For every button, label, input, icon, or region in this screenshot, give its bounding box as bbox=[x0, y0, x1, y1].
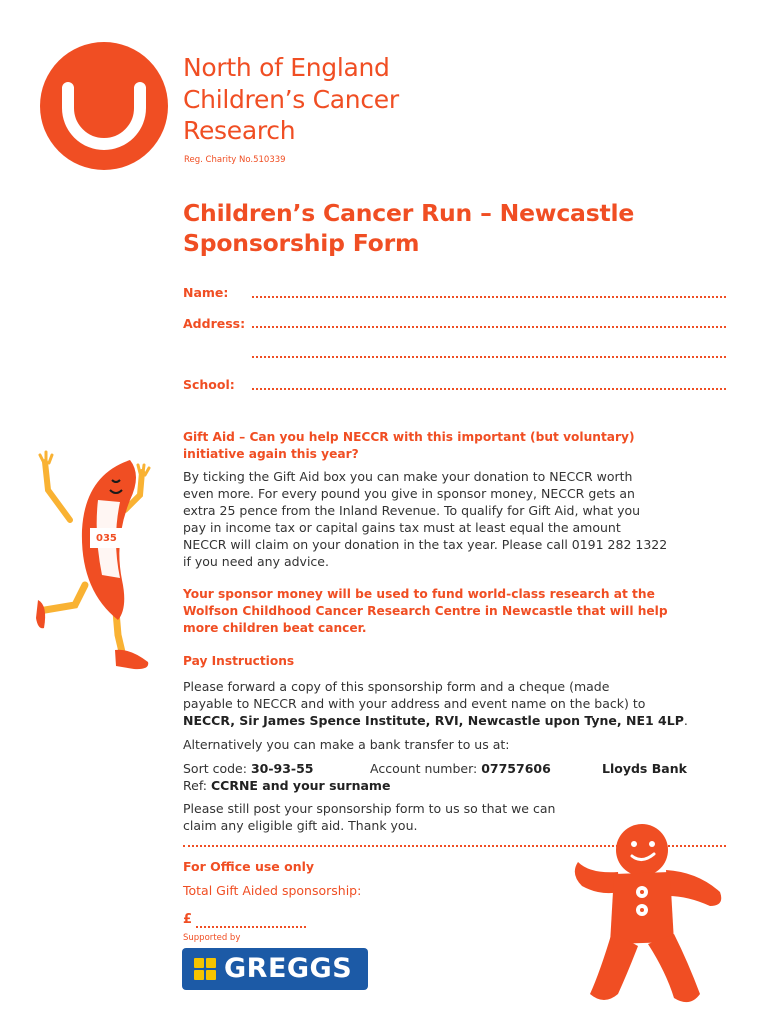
total-amount-field[interactable] bbox=[196, 926, 306, 928]
org-name bbox=[183, 52, 399, 147]
school-field[interactable] bbox=[252, 388, 726, 390]
gift-aid-section bbox=[183, 429, 728, 570]
pay-alternative: Alternatively you can make a bank transfer to us at: bbox=[183, 737, 510, 752]
org-name-line: Research bbox=[183, 116, 296, 145]
name-field[interactable] bbox=[252, 296, 726, 298]
post-note-line: Please still post your sponsorship form to us so that we can bbox=[183, 801, 556, 816]
fund-note-line: more children beat cancer. bbox=[183, 621, 367, 635]
name-label: Name: bbox=[183, 285, 229, 300]
gift-aid-body-line: pay in income tax or capital gains tax must at least equal the amount bbox=[183, 520, 621, 535]
pay-line: payable to NECCR and with your address and event name on the back) to bbox=[183, 696, 646, 711]
gift-aid-body bbox=[183, 468, 728, 570]
fund-note-line: Wolfson Childhood Cancer Research Centre in Newcastle that will help bbox=[183, 604, 668, 618]
form-title-line: Sponsorship Form bbox=[183, 229, 420, 257]
bank-name: Lloyds Bank bbox=[602, 761, 687, 776]
fund-note bbox=[183, 586, 728, 637]
account-number bbox=[370, 760, 551, 777]
post-note-line: claim any eligible gift aid. Thank you. bbox=[183, 818, 418, 833]
reference-label: Ref: bbox=[183, 778, 211, 793]
sort-code bbox=[183, 760, 314, 777]
runner-mascot-icon bbox=[30, 440, 155, 675]
reference bbox=[183, 777, 390, 794]
charity-number: Reg. Charity No.510339 bbox=[184, 155, 286, 165]
supported-by-label: Supported by bbox=[183, 933, 241, 943]
gift-aid-body-line: NECCR will claim on your donation in the tax year. Please call 0191 282 1322 bbox=[183, 537, 668, 552]
total-gift-aided-label: Total Gift Aided sponsorship: bbox=[183, 883, 362, 898]
pay-address: NECCR, Sir James Spence Institute, RVI, Newcastle upon Tyne, NE1 4LP bbox=[183, 713, 684, 728]
pay-line: Please forward a copy of this sponsorship form and a cheque (made bbox=[183, 679, 610, 694]
org-name-line: North of England bbox=[183, 53, 390, 82]
pay-heading: Pay Instructions bbox=[183, 654, 295, 668]
address-field-line-1[interactable] bbox=[252, 326, 726, 328]
form-title-line: Children’s Cancer Run – Newcastle bbox=[183, 199, 635, 227]
gift-aid-body-line: even more. For every pound you give in sponsor money, NECCR gets an bbox=[183, 486, 635, 501]
gift-aid-body-line: if you need any advice. bbox=[183, 554, 329, 569]
post-note bbox=[183, 800, 603, 834]
runner-bib-number: 035 bbox=[96, 533, 117, 544]
greggs-logo-text: GREGGS bbox=[224, 953, 353, 984]
gift-aid-body-line: extra 25 pence from the Inland Revenue. To qualify for Gift Aid, what you bbox=[183, 503, 641, 518]
office-heading: For Office use only bbox=[183, 859, 315, 874]
school-label: School: bbox=[183, 377, 235, 392]
sort-code-label: Sort code: bbox=[183, 761, 251, 776]
address-field-line-2[interactable] bbox=[252, 356, 726, 358]
pay-address-end: . bbox=[683, 713, 688, 728]
gift-aid-body-line: By ticking the Gift Aid box you can make your donation to NECCR worth bbox=[183, 469, 633, 484]
fund-note-line: Your sponsor money will be used to fund world-class research at the bbox=[183, 587, 655, 601]
neccr-logo-icon bbox=[40, 42, 168, 170]
gift-aid-heading bbox=[183, 429, 728, 463]
address-label: Address: bbox=[183, 316, 246, 331]
gift-aid-heading-line: initiative again this year? bbox=[183, 447, 359, 461]
greggs-squares-icon bbox=[194, 958, 216, 980]
greggs-logo bbox=[182, 948, 368, 990]
reference-value: CCRNE and your surname bbox=[210, 778, 391, 793]
org-name-line: Children’s Cancer bbox=[183, 84, 399, 114]
gingerbread-mascot-icon bbox=[570, 822, 730, 1012]
pay-address-line bbox=[183, 712, 728, 729]
pay-instructions bbox=[183, 678, 728, 729]
account-number-label: Account number: bbox=[370, 761, 482, 776]
pound-sign: £ bbox=[183, 912, 193, 927]
sort-code-value: 30-93-55 bbox=[250, 761, 314, 776]
form-title bbox=[183, 198, 634, 258]
account-number-value: 07757606 bbox=[481, 761, 551, 776]
gift-aid-heading-line: Gift Aid – Can you help NECCR with this important (but voluntary) bbox=[183, 430, 635, 444]
